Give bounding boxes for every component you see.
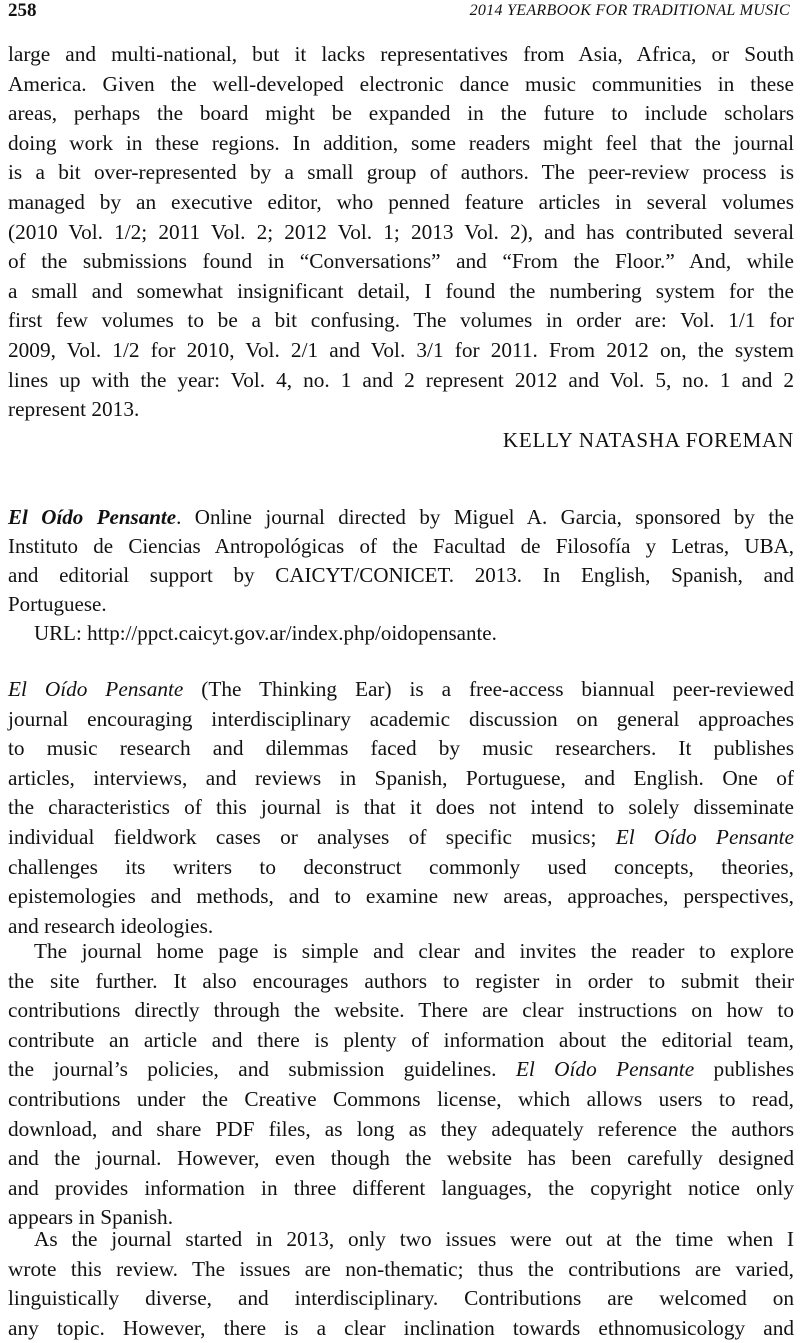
- review-paragraph-issues: [8, 1225, 794, 1343]
- text-line: and the journal. However, even though the website has been carefully designed: [8, 1146, 794, 1171]
- text-line: to music research and dilemmas faced by music researchers. It publishes: [8, 736, 794, 761]
- text-line: epistemologies and methods, and to examine new areas, approaches, perspectives,: [8, 884, 794, 909]
- text-line: journal encouraging interdisciplinary academic discussion on general approaches: [8, 706, 794, 731]
- text-line: managed by an executive editor, who penned feature articles in several volumes: [8, 189, 794, 214]
- page-number: 258: [8, 0, 37, 21]
- review-paragraph-intro: [8, 675, 794, 941]
- text-line: (2010 Vol. 1/2; 2011 Vol. 2; 2012 Vol. 1; 2013 Vol. 2), and has contributed several: [8, 219, 794, 244]
- text-line: contributions directly through the website. There are clear instructions on how to: [8, 998, 794, 1023]
- journal-name: El Oído Pensante: [8, 677, 184, 701]
- citation-url: URL: http://ppct.caicyt.gov.ar/index.php/oidopensante.: [34, 621, 497, 645]
- citation-line: Portuguese.: [8, 592, 107, 616]
- text-line: the journal’s policies, and submission guidelines. El Oído Pensante publishes: [8, 1057, 795, 1082]
- text-line: contributions under the Creative Commons license, which allows users to read,: [8, 1086, 794, 1111]
- running-head: [8, 0, 790, 26]
- text-line: America. Given the well-developed electronic dance music communities in these: [8, 71, 794, 96]
- text-line: lines up with the year: Vol. 4, no. 1 and 2 represent 2012 and Vol. 5, no. 1 and 2: [8, 367, 794, 392]
- running-head-title: 2014 YEARBOOK FOR TRADITIONAL MUSIC: [469, 2, 790, 19]
- journal-name: El Oído Pensante: [515, 1057, 695, 1082]
- text-line: of the submissions found in “Conversations” and “From the Floor.” And, while: [8, 249, 794, 274]
- reviewer-name: KELLY NATASHA FOREMAN: [502, 428, 794, 452]
- citation-line: El Oído Pensante. Online journal directed by Miguel A. Garcia, sponsored by the: [8, 505, 794, 529]
- text-line: contribute an article and there is plenty of information about the editorial team,: [8, 1027, 794, 1052]
- text-line: areas, perhaps the board might be expanded in the future to include scholars: [8, 101, 794, 126]
- text-line: the characteristics of this journal is that it does not intend to solely disseminate: [8, 795, 794, 820]
- text-line: a small and somewhat insignificant detail, I found the numbering system for the: [8, 278, 794, 303]
- text-line: appears in Spanish.: [8, 1205, 174, 1230]
- text-line: wrote this review. The issues are non-thematic; thus the contributions are varied,: [8, 1256, 794, 1281]
- text-line: linguistically diverse, and interdisciplinary. Contributions are welcomed on: [8, 1286, 794, 1311]
- text-line: The journal home page is simple and clear and invites the reader to explore: [34, 939, 794, 963]
- text-line: any topic. However, there is a clear inclination towards ethnomusicology and: [8, 1315, 794, 1340]
- text-line: El Oído Pensante (The Thinking Ear) is a free-access biannual peer-reviewed: [8, 677, 794, 701]
- text-line: and provides information in three different languages, the copyright notice only: [8, 1175, 794, 1200]
- text-line: first few volumes to be a bit confusing. The volumes in order are: Vol. 1/1 for: [8, 308, 794, 333]
- review-citation: [8, 503, 794, 648]
- text-line: large and multi-national, but it lacks representatives from Asia, Africa, or South: [8, 42, 794, 66]
- text-line: doing work in these regions. In addition, some readers might feel that the journal: [8, 130, 794, 155]
- text-line: and research ideologies.: [8, 913, 214, 938]
- text-line: download, and share PDF files, as long as they adequately reference the authors: [8, 1116, 794, 1141]
- text-line: articles, interviews, and reviews in Spanish, Portuguese, and English. One of: [8, 765, 794, 790]
- review-paragraph-website: [8, 937, 794, 1233]
- text-line: is a bit over-represented by a small group of authors. The peer-review process is: [8, 160, 794, 185]
- journal-name: El Oído Pensante: [615, 824, 794, 849]
- text-line: As the journal started in 2013, only two issues were out at the time when I: [34, 1227, 794, 1251]
- review-paragraph-foreman: [8, 40, 794, 425]
- citation-line: and editorial support by CAICYT/CONICET. 2013. In English, Spanish, and: [8, 563, 794, 587]
- text-line: represent 2013.: [8, 397, 140, 422]
- citation-line: Instituto de Ciencias Antropológicas of the Facultad de Filosofía y Letras, UBA,: [8, 534, 794, 558]
- text-line: challenges its writers to deconstruct commonly used concepts, theories,: [8, 854, 794, 879]
- text-line: individual fieldwork cases or analyses of specific musics; El Oído Pensante: [8, 824, 794, 849]
- text-line: 2009, Vol. 1/2 for 2010, Vol. 2/1 and Vol. 3/1 for 2011. From 2012 on, the system: [8, 337, 794, 362]
- text-line: the site further. It also encourages authors to register in order to submit their: [8, 968, 794, 993]
- citation-title: El Oído Pensante: [8, 505, 177, 529]
